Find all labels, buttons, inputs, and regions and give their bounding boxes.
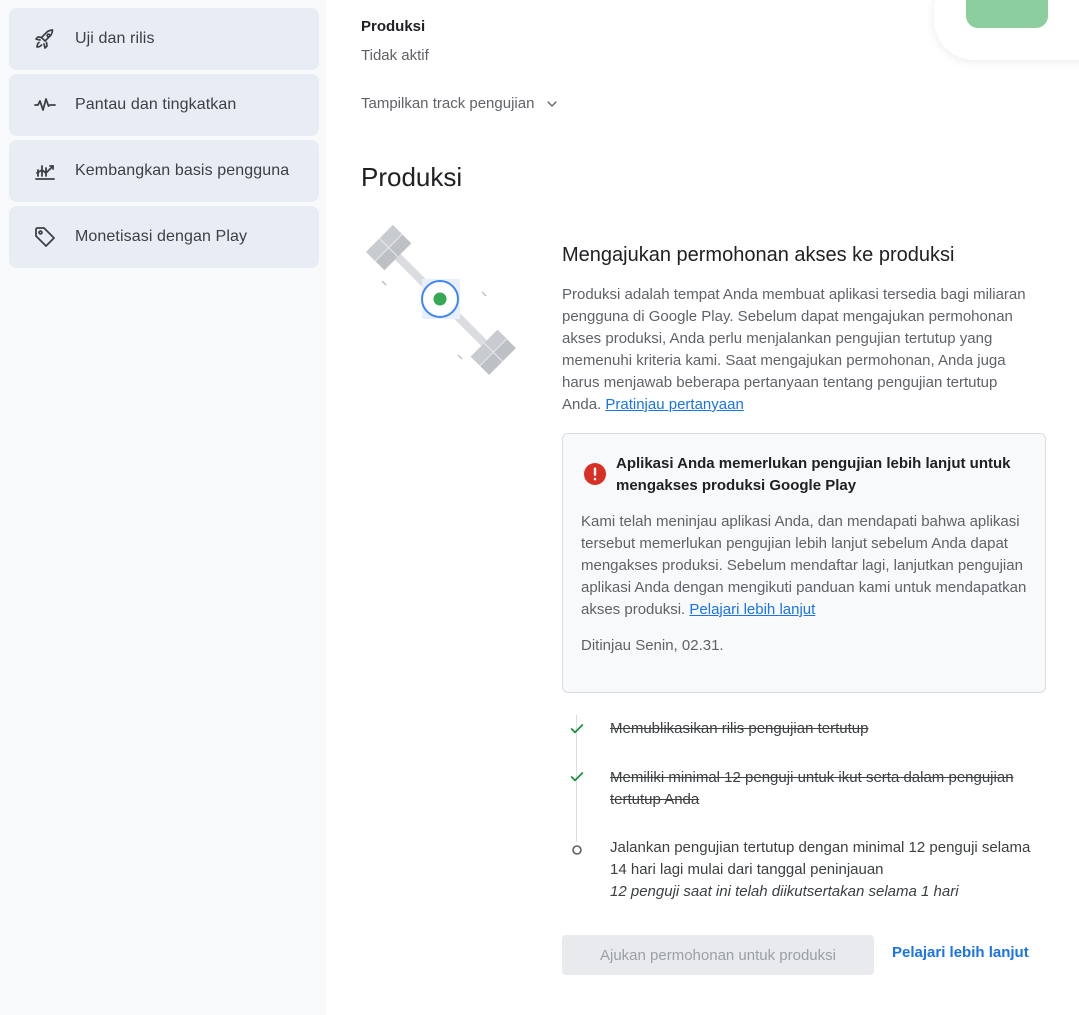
sidebar-item-monetize[interactable] bbox=[9, 206, 319, 268]
checkmark-icon bbox=[569, 769, 585, 785]
sidebar-item-label: Monetisasi dengan Play bbox=[75, 228, 248, 245]
satellite-illustration bbox=[366, 225, 516, 375]
content-title: Mengajukan permohonan akses ke produksi bbox=[562, 244, 955, 266]
sidebar-item-grow-users[interactable] bbox=[9, 140, 319, 202]
step-run-closed-test-text: Jalankan pengujian tertutup dengan minimal 12 penguji selama 14 hari lagi mulai dari tanggal peninjauan bbox=[610, 839, 1031, 878]
sidebar-item-label: Uji dan rilis bbox=[75, 30, 155, 47]
pulse-icon bbox=[33, 93, 57, 117]
step-publish-closed-test: Memublikasikan rilis pengujian tertutup bbox=[610, 720, 869, 737]
sidebar-item-test-release[interactable] bbox=[9, 8, 319, 70]
review-alert bbox=[562, 433, 1046, 693]
apply-for-production-button[interactable]: Ajukan permohonan untuk produksi bbox=[562, 935, 874, 975]
growth-chart-icon bbox=[33, 159, 57, 183]
pending-circle-icon bbox=[569, 842, 585, 858]
sidebar-item-label: Pantau dan tingkatkan bbox=[75, 96, 237, 113]
reviewed-timestamp: Ditinjau Senin, 02.31. bbox=[581, 637, 724, 654]
preview-questions-link[interactable]: Pratinjau pertanyaan bbox=[605, 396, 744, 413]
learn-more-button[interactable]: Pelajari lebih lanjut bbox=[892, 944, 1029, 961]
show-testing-tracks-toggle[interactable] bbox=[361, 95, 560, 112]
show-tracks-label: Tampilkan track pengujian bbox=[361, 95, 535, 112]
checkmark-icon bbox=[569, 721, 585, 737]
alert-title: Aplikasi Anda memerlukan pengujian lebih lanjut untuk mengakses produksi Google Play bbox=[616, 455, 1011, 494]
error-icon bbox=[583, 462, 607, 486]
tag-icon bbox=[33, 225, 57, 249]
page-title: Produksi bbox=[361, 162, 463, 192]
main-content bbox=[326, 0, 1079, 1015]
step-progress-note: 12 penguji saat ini telah diikutsertakan selama 1 hari bbox=[610, 883, 959, 900]
track-status: Tidak aktif bbox=[361, 47, 429, 64]
alert-body-text: Kami telah meninjau aplikasi Anda, dan mendapati bahwa aplikasi tersebut memerlukan pengujian lebih lanjut sebelum Anda dapat mengakses produksi. Sebelum mendaftar lagi, lanjutkan pengujian aplikasi Anda dengan mengikuti panduan kami untuk mendapatkan akses produksi. bbox=[581, 513, 1027, 618]
step-min-testers: Memiliki minimal 12 penguji untuk ikut serta dalam pengujian tertutup Anda bbox=[610, 769, 1014, 808]
content-description bbox=[562, 284, 1032, 416]
alert-learn-more-link[interactable]: Pelajari lebih lanjut bbox=[689, 601, 816, 618]
rocket-icon bbox=[33, 27, 57, 51]
decorative-green-shape bbox=[966, 0, 1048, 28]
description-text: Produksi adalah tempat Anda membuat aplikasi tersedia bagi miliaran pengguna di Google Play. Sebelum dapat mengajukan permohonan akses produksi, Anda perlu menjalankan pengujian tertutup yang memenuhi kriteria kami. Saat mengajukan permohonan, Anda juga harus menjawab beberapa pertanyaan tentang pengujian tertutup Anda. bbox=[562, 286, 1026, 413]
sidebar-item-label: Kembangkan basis pengguna bbox=[75, 162, 290, 179]
sidebar-item-monitor-improve[interactable] bbox=[9, 74, 319, 136]
sidebar bbox=[0, 0, 326, 1015]
track-title: Produksi bbox=[361, 18, 426, 35]
alert-body bbox=[581, 511, 1031, 621]
step-run-closed-test bbox=[610, 837, 1050, 903]
chevron-down-icon bbox=[544, 96, 560, 112]
